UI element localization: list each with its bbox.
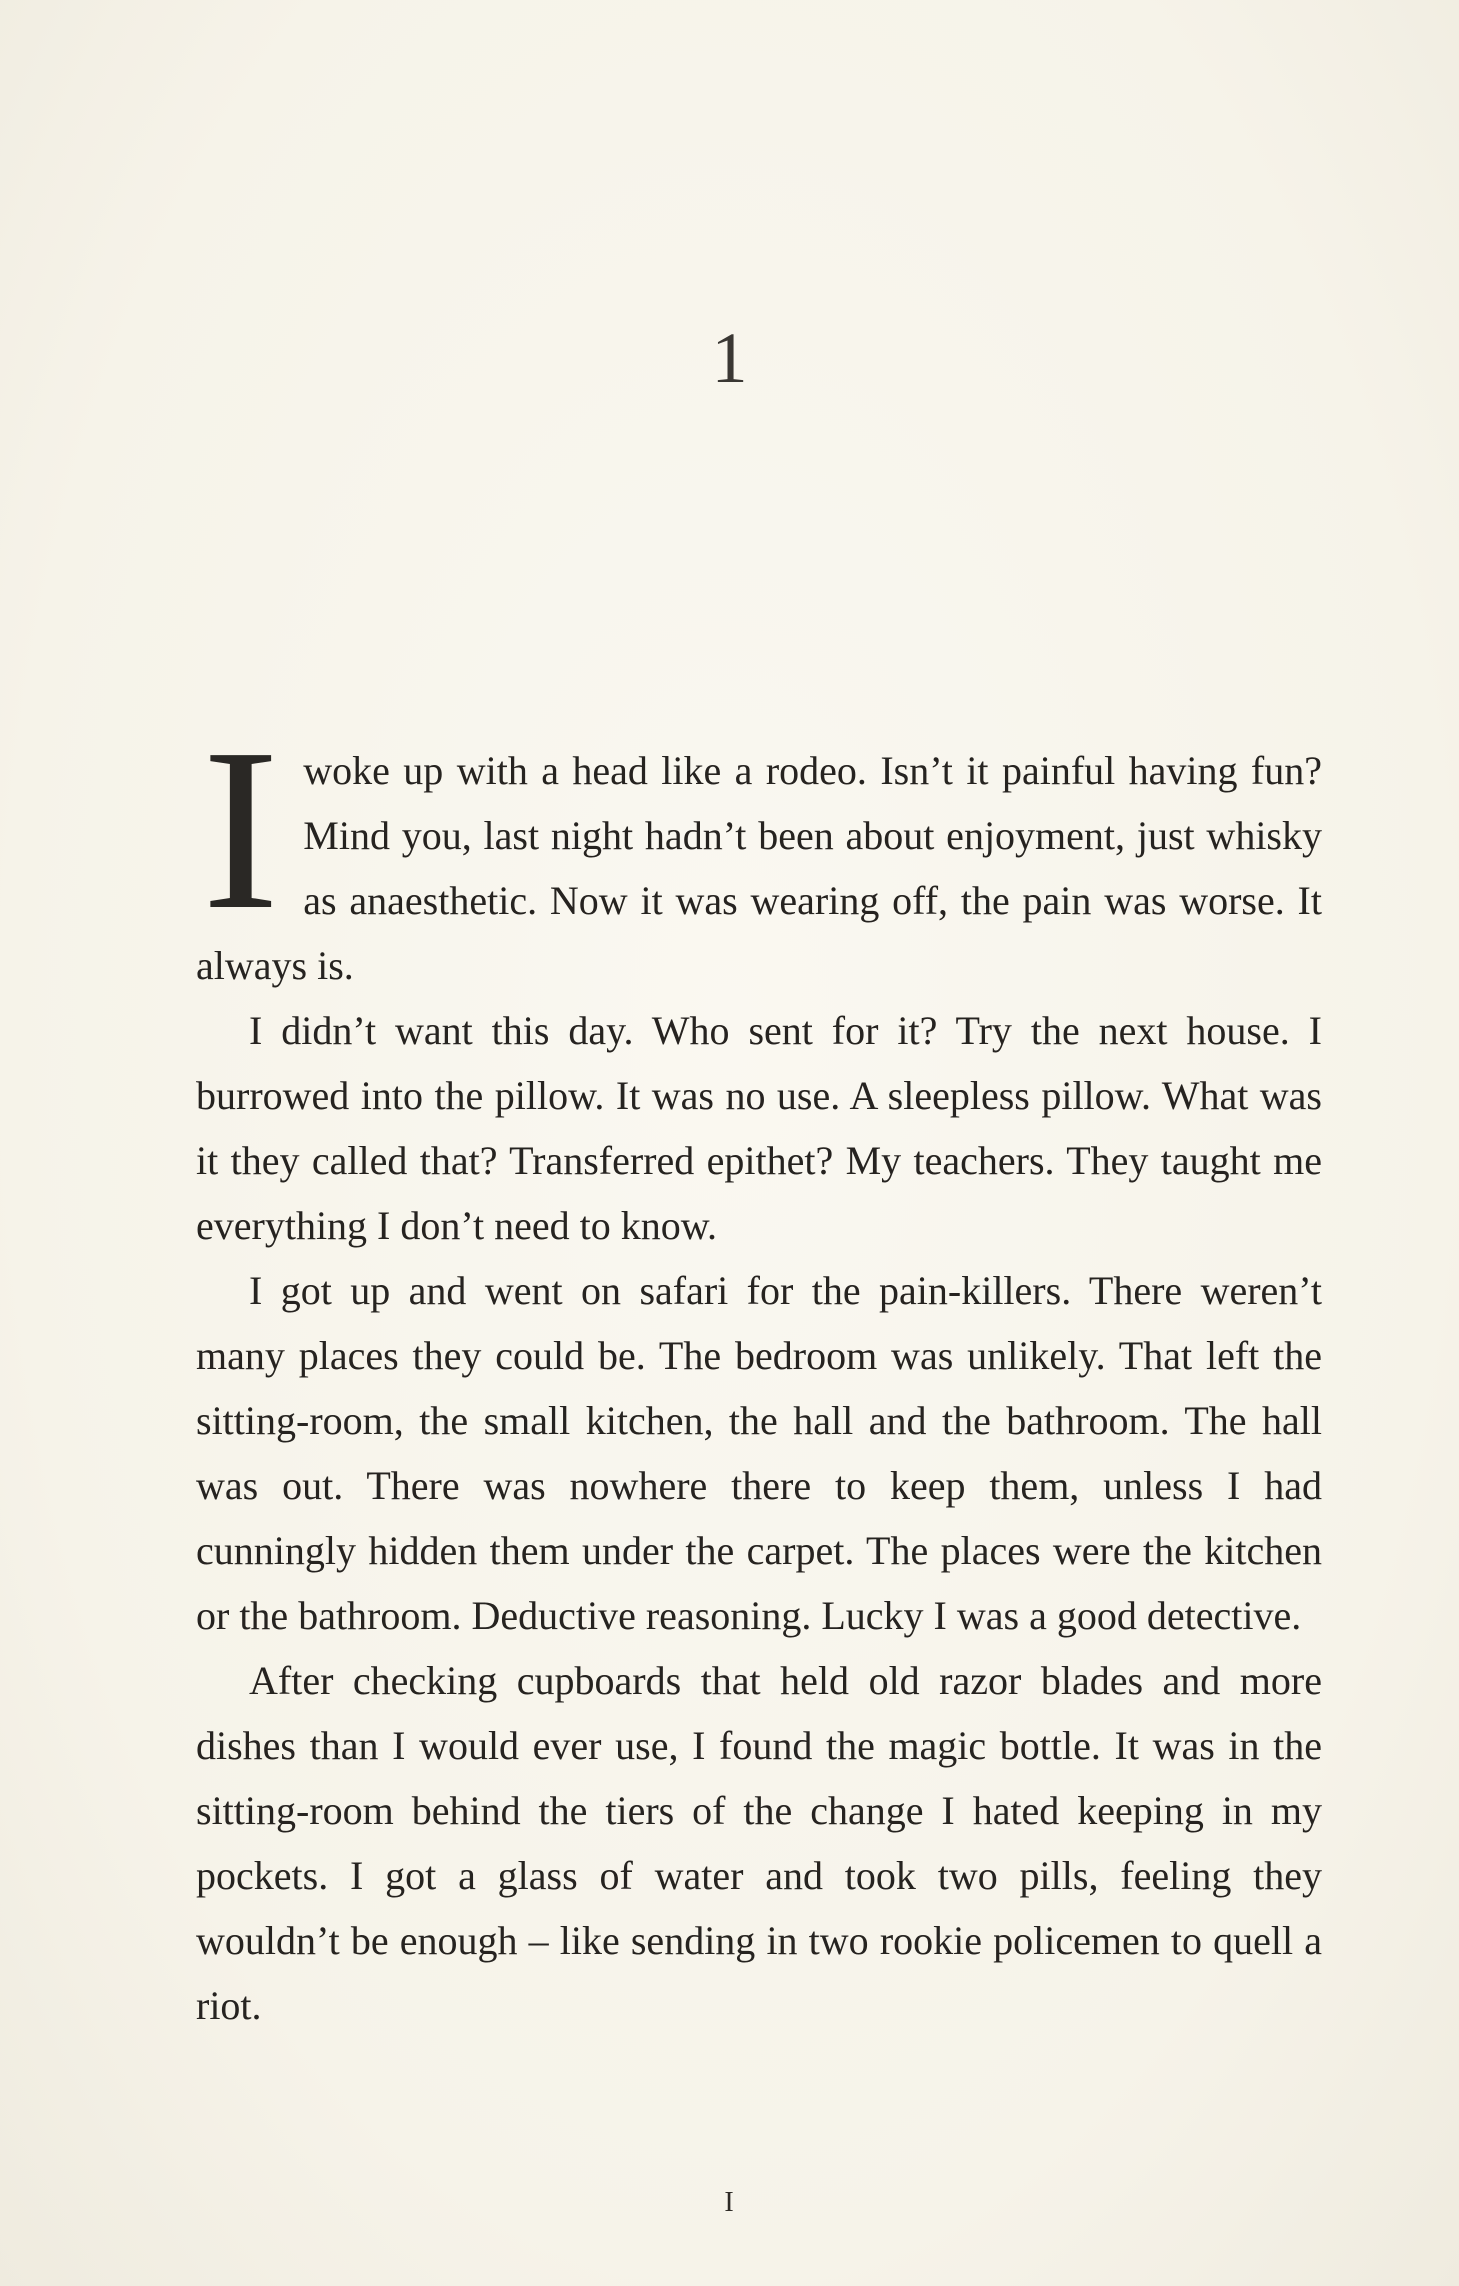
paragraph-1 <box>196 701 1322 998</box>
chapter-number: 1 <box>711 318 748 398</box>
paragraph-1-text: woke up with a head like a rodeo. Isn’t it painful having fun? Mind you, last night hadn’t been about enjoyment, just whisky as anaesthetic. Now it was wearing off, the pain was worse. It always is. <box>196 748 1322 988</box>
paragraph-2: I didn’t want this day. Who sent for it? Try the next house. I burrowed into the pillow. It was no use. A sleepless pillow. What was it they called that? Transferred epithet? My teachers. They taught me everything I don’t need to know. <box>196 1008 1322 1248</box>
paragraph-4: After checking cupboards that held old razor blades and more dishes than I would ever use, I found the magic bottle. It was in the sitting-room behind the tiers of the change I hated keeping in my pockets. I got a glass of water and took two pills, feeling they wouldn’t be enough – like sending in two rookie policemen to quell a riot. <box>196 1658 1322 2028</box>
chapter-body <box>196 701 1322 2038</box>
drop-cap: I <box>202 701 280 958</box>
page-number: I <box>724 2187 735 2218</box>
paragraph-3: I got up and went on safari for the pain-killers. There weren’t many places they could be. The bedroom was unlikely. That left the sitting-room, the small kitchen, the hall and the bathroom. The hall was out. There was nowhere there to keep them, unless I had cunningly hidden them under the carpet. The places were the kitchen or the bathroom. Deductive reasoning. Lucky I was a good detective. <box>196 1268 1322 1638</box>
